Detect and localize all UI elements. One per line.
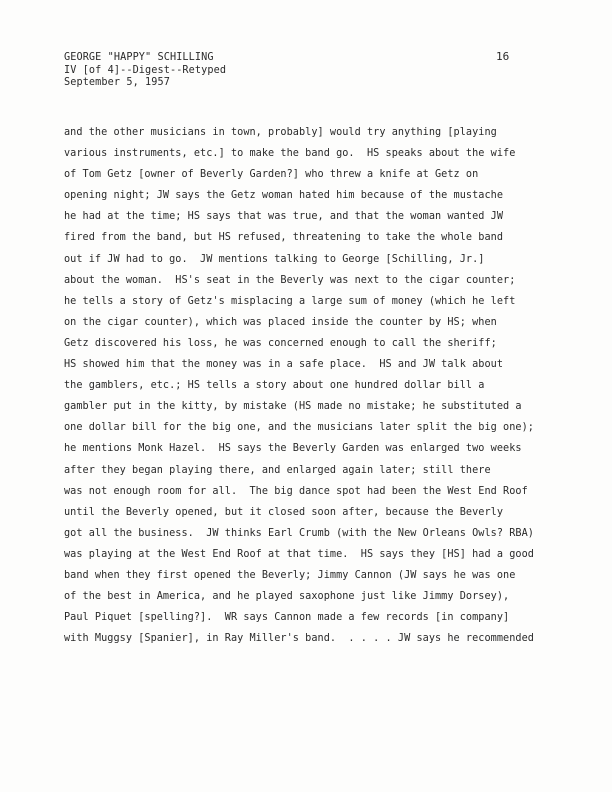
body-line: band when they first opened the Beverly; Jimmy Cannon (JW says he was one (64, 569, 516, 581)
page-number: 16 (496, 50, 510, 63)
header-date: September 5, 1957 (64, 77, 170, 88)
body-line: gambler put in the kitty, by mistake (HS made no mistake; he substituted a (64, 401, 522, 413)
document-header (64, 52, 226, 90)
body-line: various instruments, etc.] to make the band go. HS speaks about the wife (64, 148, 516, 160)
body-line: HS showed him that the money was in a safe place. HS and JW talk about (64, 359, 504, 371)
header-subtitle: IV [of 4]--Digest--Retyped (64, 64, 227, 76)
body-line: of Tom Getz [owner of Beverly Garden?] who threw a knife at Getz on (64, 169, 479, 181)
body-line: he had at the time; HS says that was true, and that the woman wanted JW (64, 211, 504, 223)
body-line: and the other musicians in town, probably] would try anything [playing (64, 127, 497, 138)
body-line: on the cigar counter), which was placed inside the counter by HS; when (64, 316, 497, 328)
body-line: out if JW had to go. JW mentions talking to George [Schilling, Jr.] (64, 253, 485, 265)
body-line: got all the business. JW thinks Earl Crumb (with the New Orleans Owls? RBA) (64, 527, 534, 539)
body-line: with Muggsy [Spanier], in Ray Miller's band. . . . . JW says he recommended (64, 633, 534, 645)
body-text (64, 122, 534, 649)
body-line: Getz discovered his loss, he was concerned enough to call the sheriff; (64, 337, 497, 349)
body-line: was playing at the West End Roof at that time. HS says they [HS] had a good (64, 548, 534, 560)
body-line: Paul Piquet [spelling?]. WR says Cannon made a few records [in company] (64, 612, 510, 624)
body-line: the gamblers, etc.; HS tells a story about one hundred dollar bill a (64, 380, 485, 392)
body-line: about the woman. HS's seat in the Beverly was next to the cigar counter; (64, 274, 516, 286)
body-line: he mentions Monk Hazel. HS says the Beverly Garden was enlarged two weeks (64, 443, 522, 455)
body-line: was not enough room for all. The big dance spot had been the West End Roof (64, 485, 528, 497)
body-line: he tells a story of Getz's misplacing a large sum of money (which he left (64, 295, 516, 307)
body-line: fired from the band, but HS refused, threatening to take the whole band (64, 232, 504, 244)
body-line: of the best in America, and he played saxophone just like Jimmy Dorsey), (64, 591, 510, 603)
body-line: opening night; JW says the Getz woman hated him because of the mustache (64, 190, 504, 202)
body-line: until the Beverly opened, but it closed soon after, because the Beverly (64, 506, 504, 518)
body-line: one dollar bill for the big one, and the musicians later split the big one); (64, 422, 534, 434)
body-line: after they began playing there, and enlarged again later; still there (64, 464, 491, 476)
header-title: GEORGE "HAPPY" SCHILLING (64, 52, 214, 63)
